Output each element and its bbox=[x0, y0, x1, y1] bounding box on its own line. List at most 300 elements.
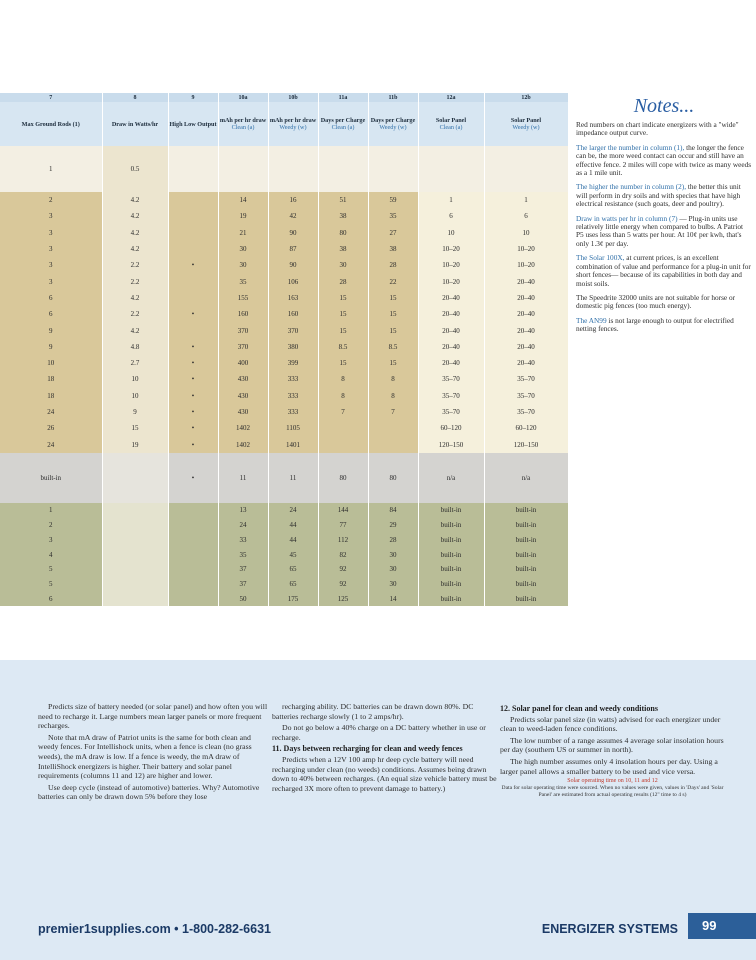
table-cell: 6 bbox=[0, 290, 102, 306]
table-cell: • bbox=[168, 306, 218, 322]
table-cell: 90 bbox=[268, 225, 318, 241]
table-cell: built-in bbox=[418, 503, 484, 518]
table-cell: 15 bbox=[318, 290, 368, 306]
table-cell: 20–40 bbox=[418, 355, 484, 371]
column-header: Solar Panel Clean (a) bbox=[418, 102, 484, 146]
table-cell: 8 bbox=[368, 388, 418, 404]
column-number: 11a bbox=[318, 93, 368, 102]
column-number-row bbox=[0, 93, 568, 102]
table-cell: 44 bbox=[268, 532, 318, 547]
table-cell: 1 bbox=[0, 503, 102, 518]
table-cell bbox=[168, 241, 218, 257]
column-number: 10b bbox=[268, 93, 318, 102]
table-cell bbox=[318, 146, 368, 192]
table-cell: 8.5 bbox=[368, 339, 418, 355]
table-row bbox=[0, 547, 568, 562]
paragraph: Predicts size of battery needed (or solar panel) and how often you will need to recharge it. Large numbers mean larger panels or more frequent recharges. bbox=[38, 702, 268, 731]
table-cell bbox=[102, 592, 168, 607]
note-paragraph: The Solar 100X, at current prices, is an excellent combination of value and performance for a plug-in unit for short fences— because of its capabilities in both day and moist soils. bbox=[576, 253, 751, 288]
table-cell: 15 bbox=[318, 322, 368, 338]
table-cell: 399 bbox=[268, 355, 318, 371]
table-cell bbox=[168, 208, 218, 224]
paragraph: recharging ability. DC batteries can be drawn down 80%. DC batteries recharge slowly (1 to 2 amps/hr). bbox=[272, 702, 474, 721]
explanation-column-1 bbox=[38, 702, 268, 804]
table-cell: 370 bbox=[218, 339, 268, 355]
table-cell bbox=[102, 518, 168, 533]
table-cell: built-in bbox=[418, 562, 484, 577]
table-cell bbox=[168, 225, 218, 241]
table-cell: • bbox=[168, 404, 218, 420]
table-cell: 90 bbox=[268, 257, 318, 273]
table-cell: 35–70 bbox=[418, 371, 484, 387]
table-cell: 21 bbox=[218, 225, 268, 241]
note-paragraph: The larger the number in column (1), the longer the fence can be, the more weed contact can occur and still have an effective fence. 2 miles will cope with twice as many weeds as a 1 mile unit. bbox=[576, 142, 752, 178]
table-cell: 10–20 bbox=[418, 257, 484, 273]
table-cell bbox=[168, 562, 218, 577]
table-cell: 29 bbox=[368, 518, 418, 533]
table-row bbox=[0, 404, 568, 420]
table-cell: 20–40 bbox=[418, 306, 484, 322]
table-cell bbox=[102, 503, 168, 518]
table-cell: 44 bbox=[268, 518, 318, 533]
table-cell: 163 bbox=[268, 290, 318, 306]
table-cell: 30 bbox=[368, 547, 418, 562]
table-cell: • bbox=[168, 371, 218, 387]
table-cell: 4.8 bbox=[102, 339, 168, 355]
paragraph: Note that mA draw of Patriot units is the same for both clean and weedy fences. For Intellishock units, when a fence is clean (no grass weeds), the mA draw is low. If a fence is weedy, the mA draw of IntelliShock energizers is higher. Their battery and solar panel requirements (columns 11 and 12) are higher and lower. bbox=[38, 732, 252, 781]
table-cell: 400 bbox=[218, 355, 268, 371]
column-header: mAh per hr draw Clean (a) bbox=[218, 102, 268, 146]
table-cell: 92 bbox=[318, 562, 368, 577]
table-cell: 3 bbox=[0, 208, 102, 224]
table-row bbox=[0, 257, 568, 273]
table-cell: 15 bbox=[368, 290, 418, 306]
table-row bbox=[0, 146, 568, 192]
paragraph: Predicts when a 12V 100 amp hr deep cycle battery will need recharging under clean (no weeds) conditions. Assumes being drawn down to 40% between recharges. (An equal size vehicle battery must be recharged 3X more often to prevent damage to battery.) bbox=[272, 754, 497, 793]
table-cell: 430 bbox=[218, 388, 268, 404]
table-row bbox=[0, 436, 568, 452]
table-cell: 28 bbox=[318, 273, 368, 289]
table-cell: 10–20 bbox=[484, 241, 568, 257]
table-cell: built-in bbox=[484, 503, 568, 518]
table-cell: 14 bbox=[218, 192, 268, 208]
table-row bbox=[0, 290, 568, 306]
table-cell: 15 bbox=[318, 355, 368, 371]
table-cell: 30 bbox=[218, 257, 268, 273]
section-heading-11: 11. Days between recharging for clean and weedy fences bbox=[272, 744, 463, 754]
table-cell bbox=[168, 192, 218, 208]
table-cell: 370 bbox=[268, 322, 318, 338]
table-cell bbox=[484, 146, 568, 192]
table-cell: 4.2 bbox=[102, 192, 168, 208]
table-cell bbox=[168, 547, 218, 562]
table-cell: 4.2 bbox=[102, 225, 168, 241]
table-cell: 19 bbox=[218, 208, 268, 224]
column-number: 7 bbox=[0, 93, 102, 102]
paragraph: Use deep cycle (instead of automotive) batteries. Why? Automotive batteries can only be drawn down 5% before they lose bbox=[38, 782, 260, 802]
table-cell bbox=[318, 420, 368, 436]
table-cell: 1 bbox=[0, 146, 102, 192]
column-number: 9 bbox=[168, 93, 218, 102]
table-cell: 28 bbox=[368, 257, 418, 273]
table-cell: 60–120 bbox=[484, 420, 568, 436]
table-cell: 37 bbox=[218, 577, 268, 592]
solar-note-fine-print: Data for solar operating time were sourced. When no values were given, values in 'Days' and 'Solar Panel' are estimated from actual operating results (12" time to 4 s) bbox=[501, 785, 724, 798]
table-cell bbox=[168, 322, 218, 338]
table-cell: 6 bbox=[0, 592, 102, 607]
table-cell: 15 bbox=[102, 420, 168, 436]
column-header: Solar Panel Weedy (w) bbox=[484, 102, 568, 146]
table-cell bbox=[168, 273, 218, 289]
table-cell: 4.2 bbox=[102, 208, 168, 224]
column-number: 11b bbox=[368, 93, 418, 102]
note-paragraph: The Speedrite 32000 units are not suitable for horse or domestic pig fences (too much energy). bbox=[576, 292, 736, 311]
table-cell: 33 bbox=[218, 532, 268, 547]
table-cell: • bbox=[168, 436, 218, 452]
column-header: Max Ground Rods (1) bbox=[0, 102, 102, 146]
table-cell: 38 bbox=[318, 241, 368, 257]
column-header: mAh per hr draw Weedy (w) bbox=[268, 102, 318, 146]
table-cell: 1401 bbox=[268, 436, 318, 452]
table-cell: 14 bbox=[368, 592, 418, 607]
table-cell: 9 bbox=[0, 322, 102, 338]
paragraph: The high number assumes only 4 insolation hours per day. Using a larger panel allows a smaller battery to be used and vice versa. bbox=[500, 756, 718, 776]
table-cell: 35–70 bbox=[418, 404, 484, 420]
column-header: High Low Output bbox=[168, 102, 218, 146]
table-row bbox=[0, 339, 568, 355]
specs-table bbox=[0, 93, 569, 606]
table-cell: 155 bbox=[218, 290, 268, 306]
table-cell: 77 bbox=[318, 518, 368, 533]
table-cell: 82 bbox=[318, 547, 368, 562]
solar-note-heading: Solar operating time on 10, 11 and 12 bbox=[567, 778, 658, 785]
table-cell: built-in bbox=[418, 592, 484, 607]
table-cell: 10 bbox=[102, 388, 168, 404]
table-cell: 51 bbox=[318, 192, 368, 208]
table-cell: 65 bbox=[268, 562, 318, 577]
column-header: Draw in Watts/hr bbox=[102, 102, 168, 146]
paragraph: Predicts solar panel size (in watts) advised for each energizer under clean to weed-laden fence conditions. bbox=[500, 714, 721, 734]
table-cell: built-in bbox=[418, 532, 484, 547]
notes-title: Notes... bbox=[633, 95, 695, 117]
table-cell: 38 bbox=[318, 208, 368, 224]
table-row bbox=[0, 225, 568, 241]
table-cell: 10 bbox=[418, 225, 484, 241]
notes-panel bbox=[576, 95, 752, 340]
table-cell: 24 bbox=[0, 404, 102, 420]
table-cell: 60–120 bbox=[418, 420, 484, 436]
table-cell: • bbox=[168, 339, 218, 355]
table-cell bbox=[268, 146, 318, 192]
table-cell bbox=[368, 146, 418, 192]
table-cell: 20–40 bbox=[418, 322, 484, 338]
table-cell bbox=[102, 562, 168, 577]
table-cell: 3 bbox=[0, 273, 102, 289]
table-cell: 30 bbox=[218, 241, 268, 257]
table-cell: 15 bbox=[368, 306, 418, 322]
table-cell: 2.7 bbox=[102, 355, 168, 371]
table-cell: 18 bbox=[0, 371, 102, 387]
table-cell: 20–40 bbox=[484, 290, 568, 306]
table-cell: 160 bbox=[268, 306, 318, 322]
table-cell: 5 bbox=[0, 577, 102, 592]
table-cell: 10 bbox=[0, 355, 102, 371]
table-cell: 13 bbox=[218, 503, 268, 518]
table-cell: 20–40 bbox=[418, 290, 484, 306]
table-cell: 20–40 bbox=[418, 339, 484, 355]
column-number: 12b bbox=[484, 93, 568, 102]
table-cell: 4.2 bbox=[102, 241, 168, 257]
table-cell: 125 bbox=[318, 592, 368, 607]
column-number: 10a bbox=[218, 93, 268, 102]
table-cell: built-in bbox=[484, 592, 568, 607]
table-cell: 2.2 bbox=[102, 273, 168, 289]
table-cell: 120–150 bbox=[484, 436, 568, 452]
table-cell: 8 bbox=[318, 388, 368, 404]
table-cell: 84 bbox=[368, 503, 418, 518]
table-cell: 5 bbox=[0, 562, 102, 577]
table-cell: 35–70 bbox=[418, 388, 484, 404]
table-cell: 50 bbox=[218, 592, 268, 607]
column-number: 8 bbox=[102, 93, 168, 102]
table-cell: 28 bbox=[368, 532, 418, 547]
table-cell: 430 bbox=[218, 404, 268, 420]
table-cell bbox=[368, 436, 418, 452]
table-cell: 35–70 bbox=[484, 404, 568, 420]
paragraph: The low number of a range assumes 4 average solar insolation hours per day (southern US or summer in north). bbox=[500, 735, 724, 755]
table-row bbox=[0, 371, 568, 387]
table-cell: 2.2 bbox=[102, 257, 168, 273]
table-cell: 106 bbox=[268, 273, 318, 289]
table-cell: 380 bbox=[268, 339, 318, 355]
table-cell: 24 bbox=[268, 503, 318, 518]
table-cell: 19 bbox=[102, 436, 168, 452]
table-cell: 20–40 bbox=[484, 355, 568, 371]
table-cell bbox=[168, 503, 218, 518]
paragraph: Do not go below a 40% charge on a DC battery whether in use or recharge. bbox=[272, 723, 486, 742]
table-row bbox=[0, 306, 568, 322]
table-cell: 18 bbox=[0, 388, 102, 404]
table-cell: 65 bbox=[268, 577, 318, 592]
table-cell: 333 bbox=[268, 404, 318, 420]
table-cell: 1105 bbox=[268, 420, 318, 436]
table-cell: 20–40 bbox=[484, 306, 568, 322]
table-cell: 112 bbox=[318, 532, 368, 547]
table-cell: 35–70 bbox=[484, 371, 568, 387]
table-cell: 3 bbox=[0, 532, 102, 547]
table-cell: 6 bbox=[0, 306, 102, 322]
table-cell bbox=[102, 577, 168, 592]
table-cell: 6 bbox=[484, 208, 568, 224]
table-cell: 1402 bbox=[218, 436, 268, 452]
table-row bbox=[0, 208, 568, 224]
table-cell: 20–40 bbox=[484, 322, 568, 338]
table-cell bbox=[368, 420, 418, 436]
table-cell: 35–70 bbox=[484, 388, 568, 404]
table-cell: 3 bbox=[0, 257, 102, 273]
table-cell: built-in bbox=[418, 577, 484, 592]
table-cell: • bbox=[168, 355, 218, 371]
table-cell: 160 bbox=[218, 306, 268, 322]
column-header: Days per Charge Clean (a) bbox=[318, 102, 368, 146]
table-cell: 4 bbox=[0, 547, 102, 562]
table-cell: 8 bbox=[318, 371, 368, 387]
table-cell bbox=[168, 577, 218, 592]
footer-section-title: ENERGIZER SYSTEMS bbox=[541, 922, 678, 936]
table-cell: 333 bbox=[268, 388, 318, 404]
table-row bbox=[0, 388, 568, 404]
table-cell: 80 bbox=[368, 453, 418, 503]
table-row bbox=[0, 577, 568, 592]
table-cell: 10 bbox=[102, 371, 168, 387]
table-cell: 9 bbox=[0, 339, 102, 355]
table-cell: 333 bbox=[268, 371, 318, 387]
table-cell bbox=[168, 290, 218, 306]
table-cell: built-in bbox=[484, 562, 568, 577]
table-cell bbox=[168, 532, 218, 547]
table-cell: 10 bbox=[484, 225, 568, 241]
table-cell: 144 bbox=[318, 503, 368, 518]
table-cell: 35 bbox=[368, 208, 418, 224]
specs-table-region bbox=[0, 93, 568, 655]
table-cell: 26 bbox=[0, 420, 102, 436]
table-row bbox=[0, 532, 568, 547]
table-cell: 38 bbox=[368, 241, 418, 257]
table-cell: 1402 bbox=[218, 420, 268, 436]
table-cell: 7 bbox=[318, 404, 368, 420]
table-cell: 2 bbox=[0, 518, 102, 533]
table-cell: 11 bbox=[268, 453, 318, 503]
table-cell: 80 bbox=[318, 225, 368, 241]
table-row bbox=[0, 592, 568, 607]
table-cell: 1 bbox=[484, 192, 568, 208]
table-cell: built-in bbox=[0, 453, 102, 503]
table-row bbox=[0, 562, 568, 577]
table-cell: 8 bbox=[368, 371, 418, 387]
table-cell: 2 bbox=[0, 192, 102, 208]
table-row bbox=[0, 503, 568, 518]
table-cell bbox=[102, 547, 168, 562]
explanation-column-2 bbox=[272, 702, 498, 795]
table-cell: 0.5 bbox=[102, 146, 168, 192]
table-cell: 15 bbox=[318, 306, 368, 322]
table-cell: 2.2 bbox=[102, 306, 168, 322]
note-paragraph: Red numbers on chart indicate energizers with a "wide" impedance output curve. bbox=[576, 120, 739, 138]
table-cell bbox=[168, 146, 218, 192]
table-cell: 45 bbox=[268, 547, 318, 562]
explanation-column-3 bbox=[500, 704, 725, 798]
table-cell: 24 bbox=[218, 518, 268, 533]
table-cell: 15 bbox=[368, 322, 418, 338]
table-row bbox=[0, 355, 568, 371]
table-row bbox=[0, 241, 568, 257]
table-cell: 30 bbox=[368, 577, 418, 592]
footer-website-phone[interactable]: premier1supplies.com • 1-800-282-6631 bbox=[38, 922, 271, 936]
table-cell: • bbox=[168, 420, 218, 436]
table-cell: • bbox=[168, 388, 218, 404]
table-cell: 4.2 bbox=[102, 322, 168, 338]
note-paragraph: The AN99 is not large enough to output for electrified netting fences. bbox=[576, 315, 734, 334]
notes-body bbox=[576, 121, 752, 334]
table-cell: 80 bbox=[318, 453, 368, 503]
table-cell: 35 bbox=[218, 547, 268, 562]
table-cell: 9 bbox=[102, 404, 168, 420]
table-cell: 4.2 bbox=[102, 290, 168, 306]
table-cell: 20–40 bbox=[484, 339, 568, 355]
table-cell: 30 bbox=[368, 562, 418, 577]
table-cell: 27 bbox=[368, 225, 418, 241]
table-cell bbox=[168, 592, 218, 607]
note-paragraph: Draw in watts per hr in column (7) — Plug-in units use relatively little energy when compared to bulbs. A Patriot P5 uses less than 5 watts per hour. At 10¢ per kwh, that's only 1.3¢ per day. bbox=[576, 213, 744, 248]
table-cell: 8.5 bbox=[318, 339, 368, 355]
table-cell: built-in bbox=[418, 518, 484, 533]
table-cell: 42 bbox=[268, 208, 318, 224]
table-cell: 30 bbox=[318, 257, 368, 273]
table-cell bbox=[318, 436, 368, 452]
table-cell: 10–20 bbox=[484, 257, 568, 273]
table-cell: 370 bbox=[218, 322, 268, 338]
table-cell: built-in bbox=[418, 547, 484, 562]
table-cell bbox=[102, 453, 168, 503]
table-cell: 11 bbox=[218, 453, 268, 503]
table-cell: 430 bbox=[218, 371, 268, 387]
table-cell: built-in bbox=[484, 577, 568, 592]
table-row bbox=[0, 273, 568, 289]
table-cell bbox=[218, 146, 268, 192]
table-cell: 175 bbox=[268, 592, 318, 607]
table-cell: 120–150 bbox=[418, 436, 484, 452]
table-cell: • bbox=[168, 453, 218, 503]
table-cell: 7 bbox=[368, 404, 418, 420]
table-cell: 15 bbox=[368, 355, 418, 371]
table-cell: 22 bbox=[368, 273, 418, 289]
table-row bbox=[0, 192, 568, 208]
section-heading-12: 12. Solar panel for clean and weedy conditions bbox=[500, 704, 658, 713]
table-cell: 16 bbox=[268, 192, 318, 208]
table-cell: 24 bbox=[0, 436, 102, 452]
table-cell: 59 bbox=[368, 192, 418, 208]
table-cell: built-in bbox=[484, 547, 568, 562]
table-cell bbox=[418, 146, 484, 192]
table-cell: n/a bbox=[418, 453, 484, 503]
table-cell: 10–20 bbox=[418, 241, 484, 257]
table-cell: 3 bbox=[0, 241, 102, 257]
note-paragraph: The higher the number in column (2), the better this unit will perform in dry soils and with species that have high electrical resistance (such goats, deer and poultry). bbox=[576, 182, 741, 209]
table-cell: 1 bbox=[418, 192, 484, 208]
explanation-section bbox=[0, 660, 756, 960]
table-cell: 3 bbox=[0, 225, 102, 241]
table-cell: built-in bbox=[484, 532, 568, 547]
table-cell: 10–20 bbox=[418, 273, 484, 289]
table-cell: built-in bbox=[484, 518, 568, 533]
table-cell: 87 bbox=[268, 241, 318, 257]
table-cell: 20–40 bbox=[484, 273, 568, 289]
column-number: 12a bbox=[418, 93, 484, 102]
table-cell: 6 bbox=[418, 208, 484, 224]
table-row bbox=[0, 322, 568, 338]
table-cell: • bbox=[168, 257, 218, 273]
column-header: Days per Charge Weedy (w) bbox=[368, 102, 418, 146]
page-number: 99 bbox=[688, 913, 756, 939]
table-row bbox=[0, 453, 568, 503]
table-row bbox=[0, 518, 568, 533]
table-row bbox=[0, 420, 568, 436]
table-cell: 37 bbox=[218, 562, 268, 577]
table-cell: n/a bbox=[484, 453, 568, 503]
table-cell: 92 bbox=[318, 577, 368, 592]
table-cell bbox=[102, 532, 168, 547]
table-cell bbox=[168, 518, 218, 533]
